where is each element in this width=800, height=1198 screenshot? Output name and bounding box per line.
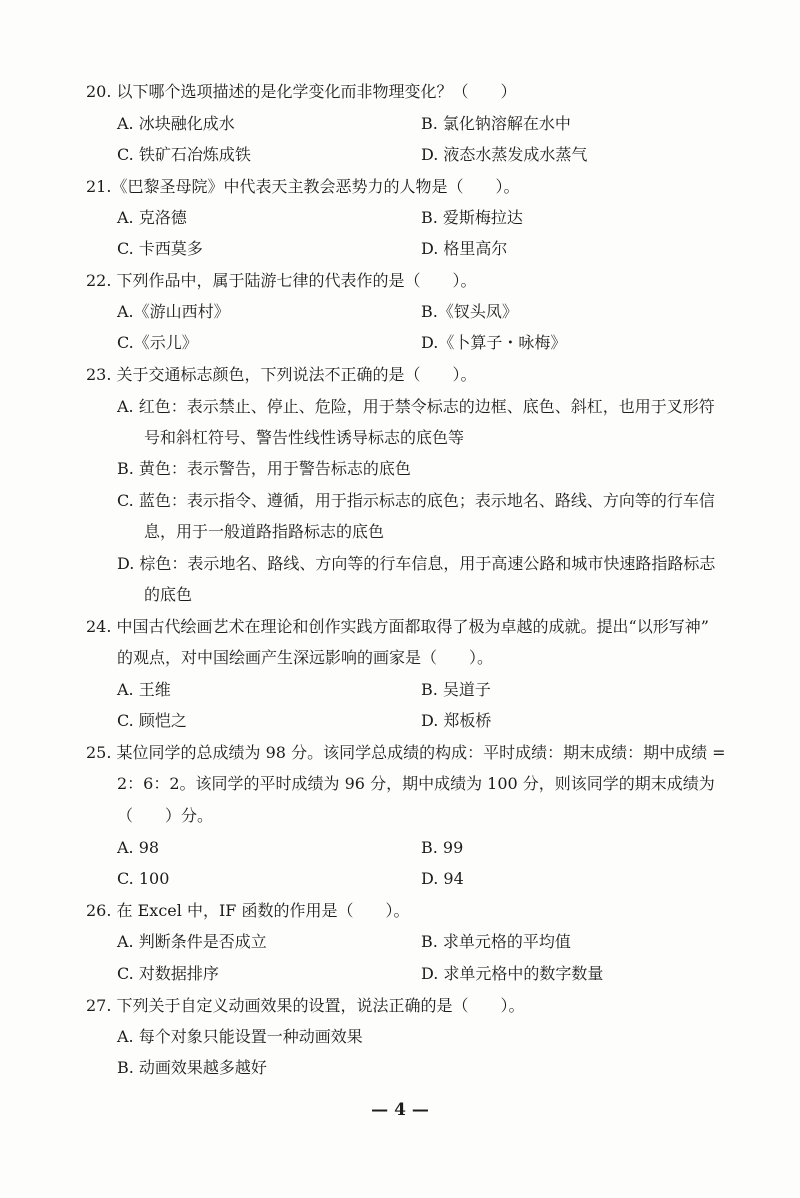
q21-option-a: A. 克洛德	[117, 208, 187, 227]
q26-option-b: B. 求单元格的平均值	[421, 932, 571, 951]
q23-option-b: B. 黄色：表示警告，用于警告标志的底色	[117, 459, 411, 478]
question-23-stem: 23. 关于交通标志颜色，下列说法不正确的是（ ）。	[86, 365, 477, 384]
q21-option-b: B. 爱斯梅拉达	[421, 208, 523, 227]
q20-option-c: C. 铁矿石冶炼成铁	[117, 145, 251, 164]
q24-option-b: B. 吴道子	[421, 680, 491, 699]
q21-option-d: D. 格里高尔	[421, 239, 508, 258]
page-number: — 4 —	[371, 1100, 429, 1120]
question-25-stem-cont2: （ ）分。	[117, 806, 214, 825]
question-22-stem: 22. 下列作品中，属于陆游七律的代表作的是（ ）。	[86, 271, 477, 290]
question-21-stem: 21.《巴黎圣母院》中代表天主教会恶势力的人物是（ ）。	[86, 177, 520, 196]
q22-option-c: C.《示儿》	[117, 333, 198, 352]
question-20-stem: 20. 以下哪个选项描述的是化学变化而非物理变化？（ ）	[86, 82, 517, 101]
q22-option-a: A.《游山西村》	[117, 302, 230, 321]
q26-option-c: C. 对数据排序	[117, 964, 219, 983]
q23-option-d: D. 棕色：表示地名、路线、方向等的行车信息，用于高速公路和城市快速路指路标志	[117, 554, 716, 573]
q20-option-a: A. 冰块融化成水	[117, 114, 235, 133]
q20-option-b: B. 氯化钠溶解在水中	[421, 114, 571, 133]
question-27-stem: 27. 下列关于自定义动画效果的设置，说法正确的是（ ）。	[86, 996, 525, 1015]
q22-option-b: B.《钗头凤》	[421, 302, 518, 321]
q27-option-a: A. 每个对象只能设置一种动画效果	[117, 1027, 363, 1046]
q23-option-a-cont: 号和斜杠符号、警告性线性诱导标志的底色等	[144, 428, 465, 447]
q21-option-c: C. 卡西莫多	[117, 239, 203, 258]
q25-option-b: B. 99	[421, 838, 464, 857]
q23-option-a: A. 红色：表示禁止、停止、危险，用于禁令标志的边框、底色、斜杠，也用于叉形符	[117, 397, 715, 416]
question-24-stem: 24. 中国古代绘画艺术在理论和创作实践方面都取得了极为卓越的成就。提出“以形写神”	[86, 617, 709, 636]
q24-option-d: D. 郑板桥	[421, 711, 492, 730]
question-24-stem-cont: 的观点，对中国绘画产生深远影响的画家是（ ）。	[117, 648, 494, 667]
q24-option-a: A. 王维	[117, 680, 171, 699]
question-25-stem-cont: 2：6：2。该同学的平时成绩为 96 分，期中成绩为 100 分，则该同学的期末成绩为	[117, 774, 715, 793]
q27-option-b: B. 动画效果越多越好	[117, 1058, 267, 1077]
question-26-stem: 26. 在 Excel 中，IF 函数的作用是（ ）。	[86, 901, 410, 920]
question-25-stem: 25. 某位同学的总成绩为 98 分。该同学总成绩的构成：平时成绩：期末成绩：期中成绩 =	[86, 743, 726, 762]
q23-option-d-cont: 的底色	[144, 585, 193, 604]
q22-option-d: D.《卜算子・咏梅》	[421, 333, 567, 352]
q26-option-a: A. 判断条件是否成立	[117, 932, 267, 951]
q24-option-c: C. 顾恺之	[117, 711, 187, 730]
q25-option-d: D. 94	[421, 869, 464, 888]
q23-option-c: C. 蓝色：表示指令、遵循，用于指示标志的底色；表示地名、路线、方向等的行车信	[117, 491, 715, 510]
q20-option-d: D. 液态水蒸发成水蒸气	[421, 145, 588, 164]
q23-option-c-cont: 息，用于一般道路指路标志的底色	[144, 522, 385, 541]
q26-option-d: D. 求单元格中的数字数量	[421, 964, 604, 983]
q25-option-a: A. 98	[117, 838, 160, 857]
q25-option-c: C. 100	[117, 869, 170, 888]
